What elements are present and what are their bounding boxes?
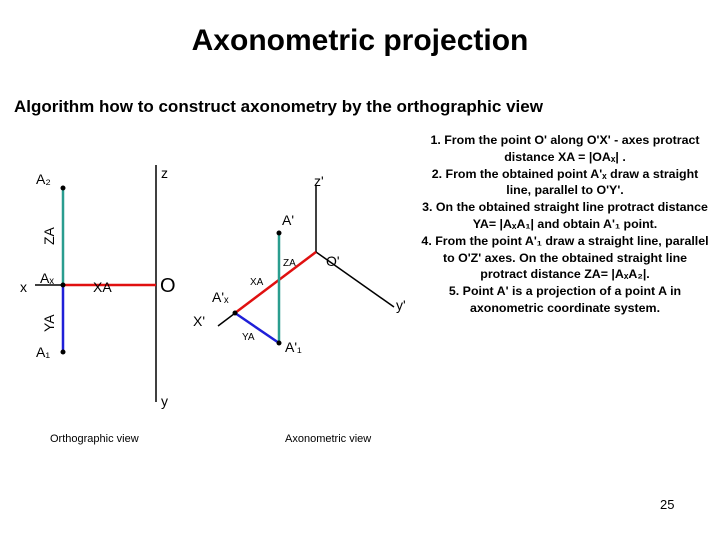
label-z: z [161, 165, 168, 181]
label-a1: A₁ [36, 344, 51, 360]
algorithm-steps [420, 132, 710, 317]
axo-caption: Axonometric view [285, 433, 372, 445]
page-subtitle: Algorithm how to construct axonometry by the orthographic view [14, 97, 543, 116]
label-x: x [20, 279, 27, 295]
label-za: ZA [41, 227, 57, 245]
point-ax-prime [233, 311, 238, 316]
label-x-prime: X' [193, 313, 206, 329]
label-y-prime: y' [396, 297, 406, 313]
label-a1-prime: A'₁ [285, 339, 302, 355]
point-a-prime [277, 231, 282, 236]
step-3: 3. On the obtained straight line protract distance YA= |AₓA₁| and obtain A'₁ point. [422, 200, 708, 231]
axo-x-segment [235, 252, 316, 313]
point-ax [61, 283, 66, 288]
label-z-prime: z' [314, 173, 324, 189]
step-5: 5. Point A' is a projection of a point A in axonometric coordinate system. [448, 284, 682, 315]
orthographic-view [20, 165, 176, 445]
label-ya: YA [41, 314, 57, 332]
label-za-prime: ZA [283, 258, 296, 269]
axonometric-view [193, 173, 406, 445]
label-origin: O [160, 275, 176, 297]
point-a1 [61, 350, 66, 355]
step-1: 1. From the point O' along O'X' - axes protract distance XA = |OAₓ| . [430, 133, 700, 164]
label-xa: XA [93, 279, 112, 295]
label-a-prime: A' [282, 212, 295, 228]
point-a1-prime [277, 341, 282, 346]
page-number: 25 [660, 497, 675, 512]
label-y: y [161, 393, 168, 409]
point-a2 [61, 186, 66, 191]
step-2: 2. From the obtained point A'ₓ draw a straight line, parallel to O'Y'. [431, 166, 699, 198]
label-o-prime: O' [326, 253, 340, 269]
step-4: 4. From the point A'₁ draw a straight line, parallel to O'Z' axes. On the obtained straight line protract distance ZA= |AₓA₂|. [421, 233, 709, 282]
label-ya-prime: YA [242, 332, 255, 343]
label-a2: A₂ [36, 171, 51, 187]
label-ax: Aₓ [40, 270, 54, 286]
ortho-caption: Orthographic view [50, 433, 139, 445]
label-ax-prime: A'ₓ [212, 289, 229, 305]
label-xa-prime: XA [250, 277, 264, 288]
page-title: Axonometric projection [191, 24, 529, 57]
